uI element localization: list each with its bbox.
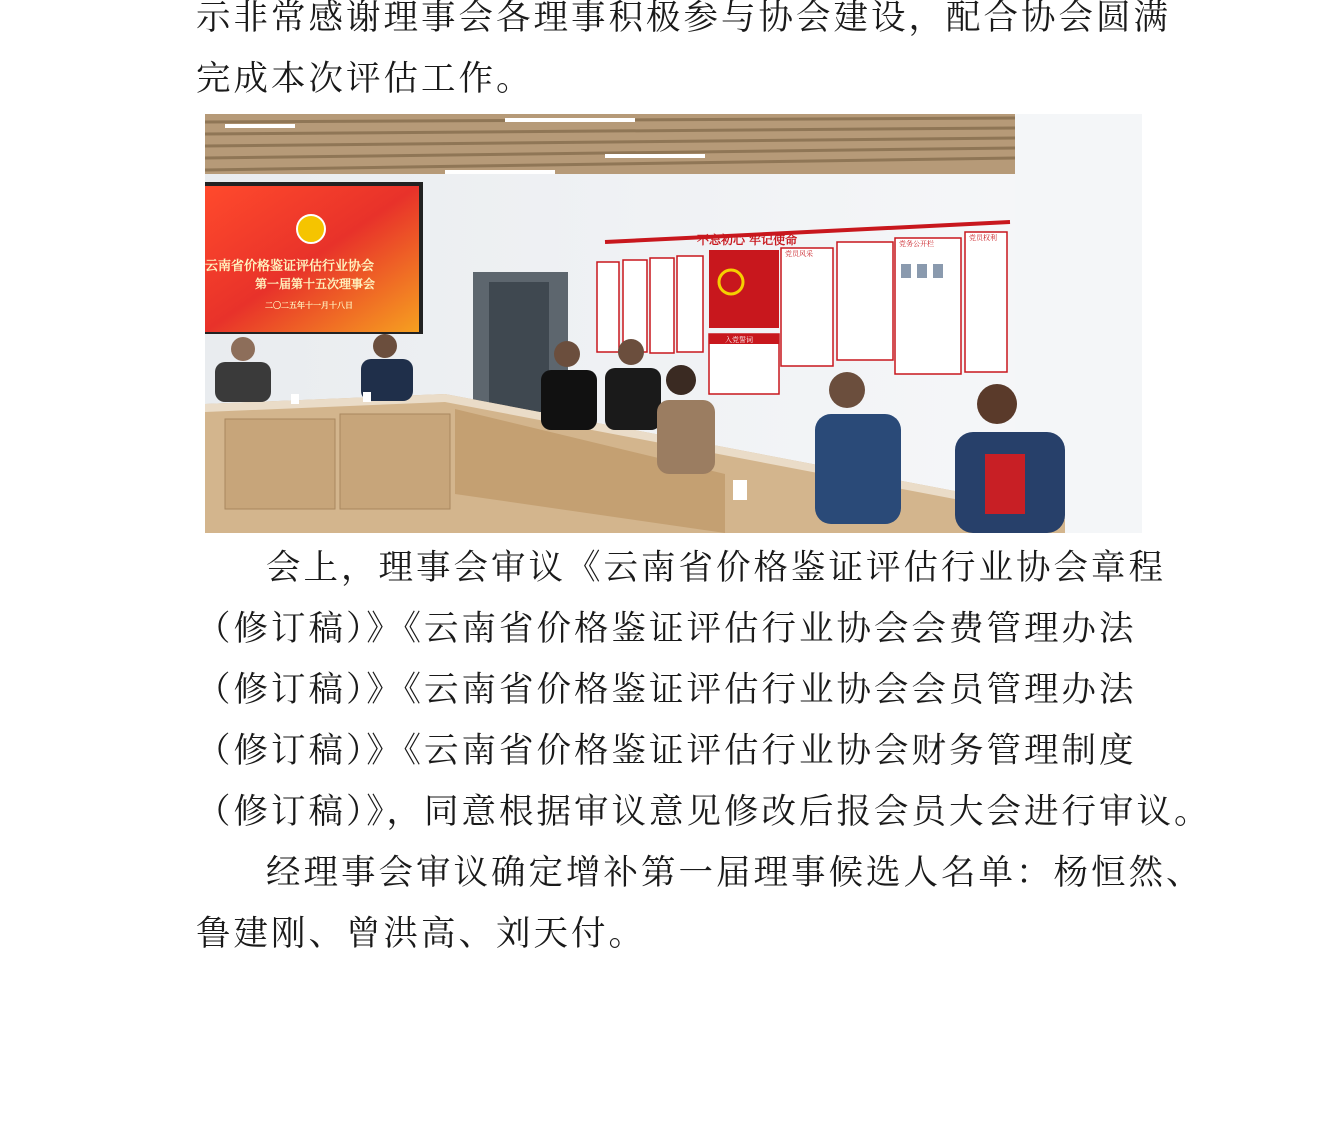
intro-paragraph: [196, 0, 1171, 110]
meeting-line-4: （修订稿）》《云南省价格鉴证评估行业协会财务管理制度: [196, 731, 1137, 771]
screen-title-1: 云南省价格鉴证评估行业协会: [205, 259, 375, 274]
board-title-1: 党员风采: [785, 250, 813, 258]
meeting-photo: [205, 114, 1142, 533]
screen-title-2: 第一届第十五次理事会: [255, 277, 376, 291]
meeting-line-2: （修订稿）》《云南省价格鉴证评估行业协会会费管理办法: [196, 609, 1137, 649]
wall-slogan: 不忘初心 牢记使命: [697, 233, 798, 247]
meeting-line-1: 会上，理事会审议《云南省价格鉴证评估行业协会章程: [266, 548, 1166, 588]
meeting-paragraph: [196, 538, 1212, 843]
intro-line-2: 完成本次评估工作。: [196, 59, 534, 99]
candidates-line-2: 鲁建刚、曾洪高、刘天付。: [196, 914, 646, 954]
board-title-4: 入党誓词: [725, 336, 753, 344]
meeting-line-3: （修订稿）》《云南省价格鉴证评估行业协会会员管理办法: [196, 670, 1137, 710]
candidates-paragraph: [196, 843, 1204, 965]
screen-date: 二〇二五年十一月十八日: [265, 301, 353, 310]
candidates-line-1: 经理事会审议确定增补第一届理事候选人名单：杨恒然、: [266, 853, 1204, 893]
intro-line-1: 示非常感谢理事会各理事积极参与协会建设，配合协会圆满: [196, 0, 1171, 38]
board-title-2: 党务公开栏: [899, 240, 934, 248]
board-title-3: 党员权利: [969, 234, 997, 242]
meeting-line-5: （修订稿）》，同意根据审议意见修改后报会员大会进行审议。: [196, 792, 1212, 832]
